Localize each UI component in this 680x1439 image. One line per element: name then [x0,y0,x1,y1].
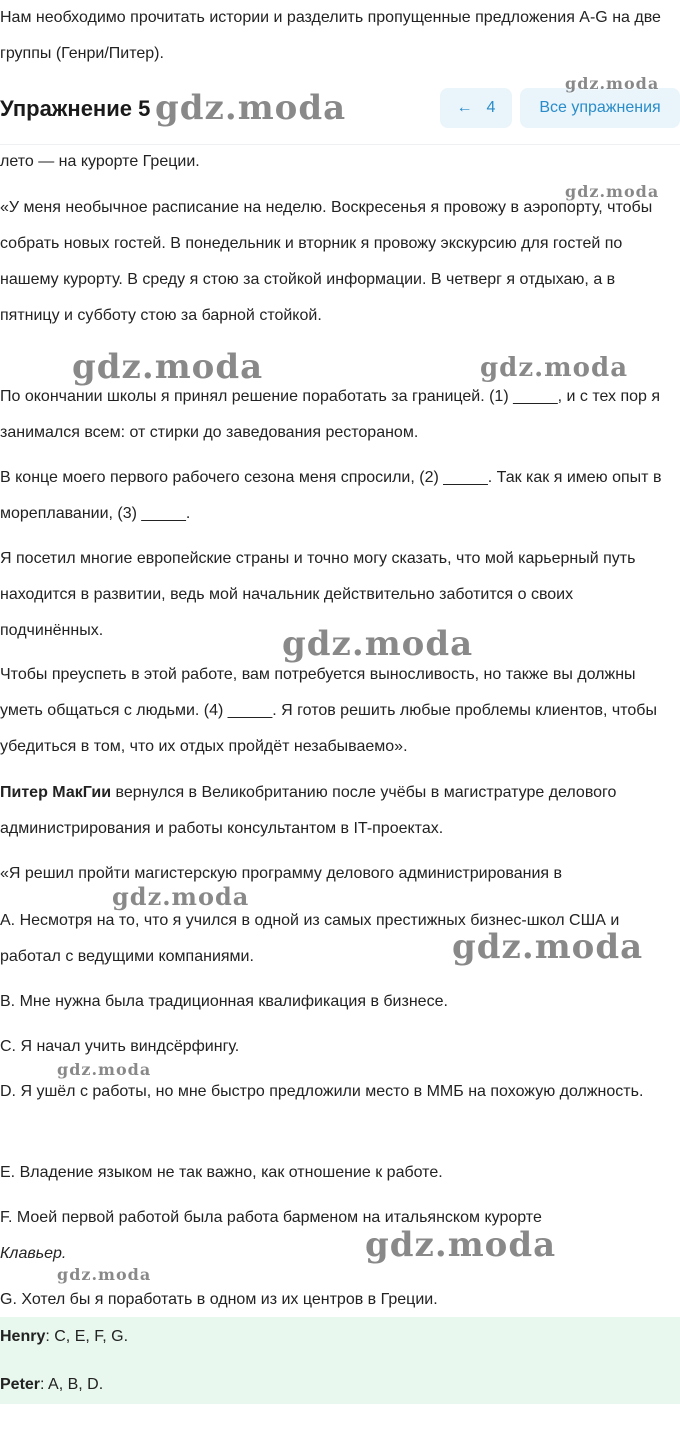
story-text-3: По окончании школы я принял решение поработать за границей. (1) _____, и с тех пор я занимался всем: от стирки до заведования рестораном. [0,388,661,441]
person-name: Питер МакГии [0,784,112,801]
story-text-2: «У меня необычное расписание на неделю. Воскресенья я провожу в аэропорту, чтобы собрать новых гостей. В понедельник и вторник я провожу экскурсию для гостей по нашему курорту. В среду я стою за стойкой информации. В четверг я отдыхаю, а в пятницу и субботу стою за барной стойкой. [0,199,653,324]
arrow-left-icon: ← [456,99,473,116]
answer-henry-label: Henry [0,1328,46,1345]
story-text-5: Я посетил многие европейские страны и точно могу сказать, что мой карьерный путь находится в развитии, ведь мой начальник действительно заботится о своих подчинённых. [0,550,636,639]
option-c: C. Я начал учить виндсёрфингу. [0,1038,240,1055]
previous-exercise-number: 4 [486,99,496,116]
answer-block [0,1317,680,1404]
story-text-6: Чтобы преуспеть в этой работе, вам потребуется выносливость, но также вы должны уметь общаться с людьми. (4) _____. Я готов решить любые проблемы клиентов, чтобы убедиться в том, что их отдых пройдёт незабываемо». [0,666,657,755]
option-g: G. Хотел бы я поработать в одном из их центров в Греции. [0,1291,438,1308]
story-text-7 [0,775,672,847]
story-text-4: В конце моего первого рабочего сезона меня спросили, (2) _____. Так как я имею опыт в мореплавании, (3) _____. [0,469,662,522]
watermark: gdz.moda [282,624,474,664]
answer-henry [0,1319,128,1355]
watermark: gdz.moda [452,927,644,967]
answer-peter-value: : A, B, D. [40,1376,104,1393]
answer-henry-value: : C, E, F, G. [45,1328,129,1345]
exercise-title: Упражнение 5 [0,96,151,121]
watermark: gdz.moda [72,347,264,387]
story-text-7-rest: вернулся в Великобританию после учёбы в магистратуре делового администрирования и работы консультантом в IT-проектах. [0,784,617,837]
watermark: gdz.moda [155,88,347,128]
watermark: gdz.moda [57,1060,152,1079]
answer-peter [0,1367,103,1403]
option-f-place: Клавьер. [0,1245,67,1262]
answer-peter-label: Peter [0,1376,41,1393]
watermark: gdz.moda [565,182,660,201]
story-text-1: лето — на курорте Греции. [0,153,200,170]
option-b: B. Мне нужна была традиционная квалификация в бизнесе. [0,993,448,1010]
option-d: D. Я ушёл с работы, но мне быстро предложили место в ММБ на похожую должность. [0,1083,644,1100]
option-a: A. Несмотря на то, что я учился в одной из самых престижных бизнес-школ США и работал с ведущими компаниями. [0,912,620,965]
watermark: gdz.moda [112,882,250,911]
story-text-8: «Я решил пройти магистерскую программу делового администрирования в [0,865,562,882]
previous-exercise-button[interactable] [440,88,512,128]
watermark: gdz.moda [565,74,660,93]
watermark: gdz.moda [480,353,629,383]
option-f [0,1200,672,1272]
option-e: E. Владение языком не так важно, как отношение к работе. [0,1164,443,1181]
watermark: gdz.moda [365,1225,557,1265]
all-exercises-button[interactable]: Все упражнения [520,88,680,128]
option-f-text: F. Моей первой работой была работа барменом на итальянском курорте [0,1209,542,1226]
watermark: gdz.moda [57,1265,152,1284]
exercise-intro: Нам необходимо прочитать истории и разделить пропущенные предложения A-G на две группы (Генри/Питер). [0,9,661,62]
